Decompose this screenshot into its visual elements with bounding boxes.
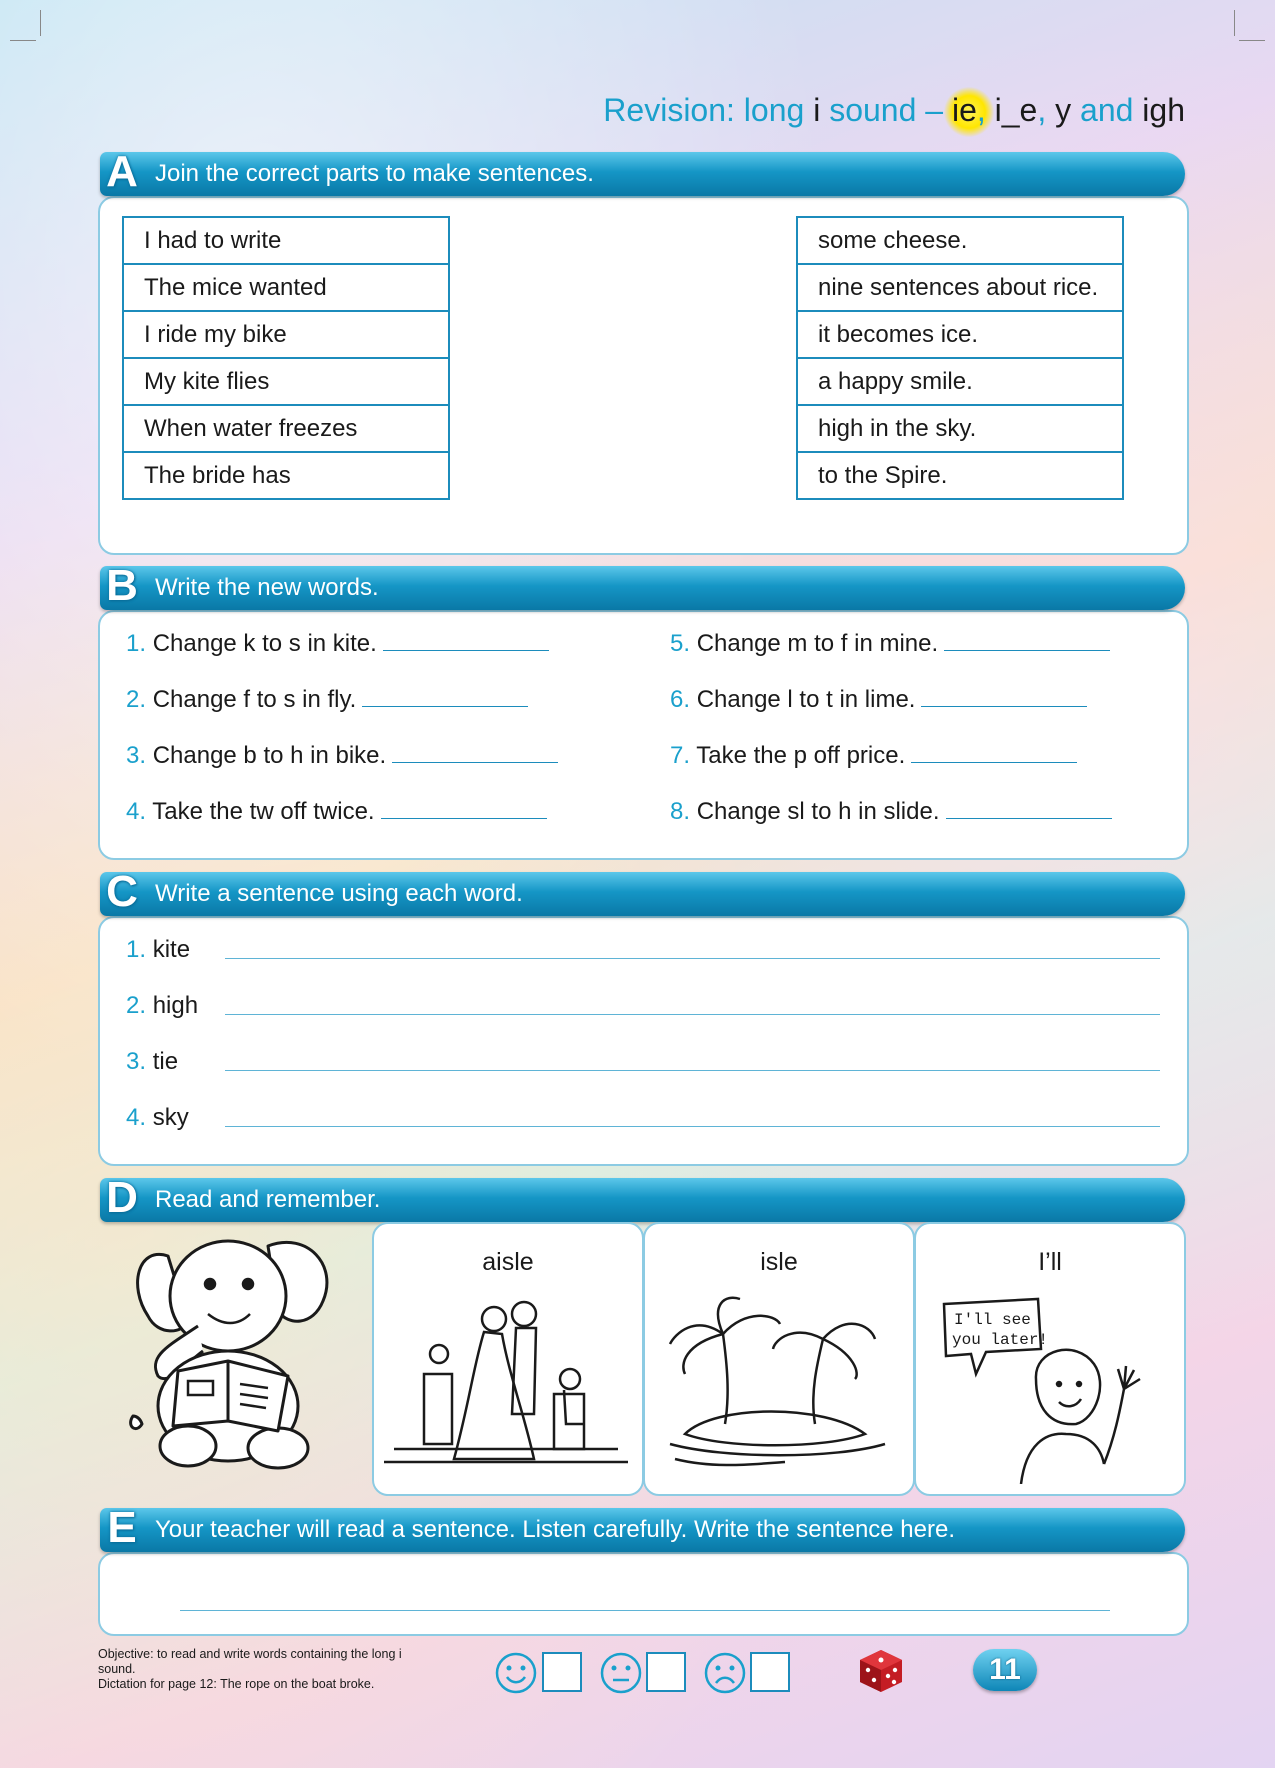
answer-blank[interactable] [362,686,528,707]
section-c-header [100,867,1185,916]
section-e-header [100,1503,1185,1552]
dice-icon [858,1648,904,1694]
wedding-aisle-icon [384,1284,628,1484]
question-item: 4. Take the tw off twice. [126,798,547,826]
card-caption: I’ll [1038,1248,1062,1276]
happy-face-icon [495,1652,537,1694]
answer-blank[interactable] [911,742,1077,763]
section-letter: D [106,1173,138,1222]
question-item: 2. Change f to s in fly. [126,686,528,714]
svg-text:you later!: you later! [952,1331,1049,1349]
section-instruction: Join the correct parts to make sentences. [155,160,594,187]
answer-blank[interactable] [921,686,1087,707]
question-item: 6. Change l to t in lime. [670,686,1087,714]
section-instruction: Read and remember. [155,1186,381,1213]
picture-card-isle [643,1222,915,1496]
phrase-end[interactable]: a happy smile. [797,358,1123,405]
card-caption: aisle [482,1248,534,1276]
highlight-burst: ie [951,92,977,128]
objective-text: Objective: to read and write words containing the long i sound. [98,1647,402,1676]
answer-blank[interactable] [944,630,1110,651]
word-item: 4. sky [126,1104,189,1131]
phrase-end[interactable]: nine sentences about rice. [797,264,1123,311]
question-item: 3. Change b to h in bike. [126,742,558,770]
crop-mark [1234,10,1235,36]
neutral-checkbox[interactable] [646,1652,686,1692]
neutral-face-icon [600,1652,642,1694]
section-instruction: Your teacher will read a sentence. Listen carefully. Write the sentence here. [155,1516,956,1543]
elephant-reading-icon [128,1226,346,1470]
phrase-end[interactable]: high in the sky. [797,405,1123,452]
svg-text:I'll see: I'll see [954,1311,1031,1329]
island-palm-trees-icon [655,1284,899,1484]
section-instruction: Write a sentence using each word. [155,880,523,907]
question-item: 8. Change sl to h in slide. [670,798,1112,826]
phrase-end[interactable]: some cheese. [797,217,1123,264]
phrase-end[interactable]: it becomes ice. [797,311,1123,358]
writing-line[interactable] [225,1014,1160,1015]
section-b-panel [98,610,1189,860]
phrase-start[interactable]: I ride my bike [123,311,449,358]
phrase-start[interactable]: My kite flies [123,358,449,405]
happy-checkbox[interactable] [542,1652,582,1692]
card-caption: isle [760,1248,798,1276]
page-title: Revision: long i sound – ie, i_e, y and igh [603,92,1185,128]
question-item: 7. Take the p off price. [670,742,1077,770]
section-c-panel [98,916,1189,1166]
word-item: 2. high [126,992,199,1019]
writing-line[interactable] [225,1070,1160,1071]
dictation-text: Dictation for page 12: The rope on the boat broke. [98,1677,375,1691]
picture-card-ill [914,1222,1186,1496]
sad-face-icon [704,1652,746,1694]
picture-card-aisle [372,1222,644,1496]
answer-blank[interactable] [392,742,558,763]
phrase-start[interactable]: The bride has [123,452,449,499]
section-instruction: Write the new words. [155,574,379,601]
writing-line[interactable] [225,958,1160,959]
word-item: 1. kite [126,936,191,963]
left-phrases-table [122,216,450,500]
section-e-panel [98,1552,1189,1636]
right-phrases-table [796,216,1124,500]
answer-blank[interactable] [946,798,1112,819]
section-d-header [100,1173,1185,1222]
section-letter: C [106,867,138,916]
writing-line[interactable] [225,1126,1160,1127]
section-letter: E [107,1503,137,1552]
crop-mark [40,10,41,36]
section-letter: A [106,147,138,196]
crop-mark [1239,40,1265,41]
word-item: 3. tie [126,1048,179,1075]
section-a-header [100,147,1185,196]
phrase-end[interactable]: to the Spire. [797,452,1123,499]
section-letter: B [106,561,138,610]
phrase-start[interactable]: When water freezes [123,405,449,452]
question-item: 1. Change k to s in kite. [126,630,549,658]
section-a-panel [98,196,1189,555]
footer-notes [98,1647,438,1692]
answer-blank[interactable] [383,630,549,651]
crop-mark [10,40,36,41]
answer-blank[interactable] [381,798,547,819]
dictation-line[interactable] [180,1610,1110,1611]
sad-checkbox[interactable] [750,1652,790,1692]
phrase-start[interactable]: I had to write [123,217,449,264]
girl-waving-icon [926,1284,1170,1484]
page-number: 11 [973,1649,1037,1691]
question-item: 5. Change m to f in mine. [670,630,1110,658]
section-b-header [100,561,1185,610]
phrase-start[interactable]: The mice wanted [123,264,449,311]
